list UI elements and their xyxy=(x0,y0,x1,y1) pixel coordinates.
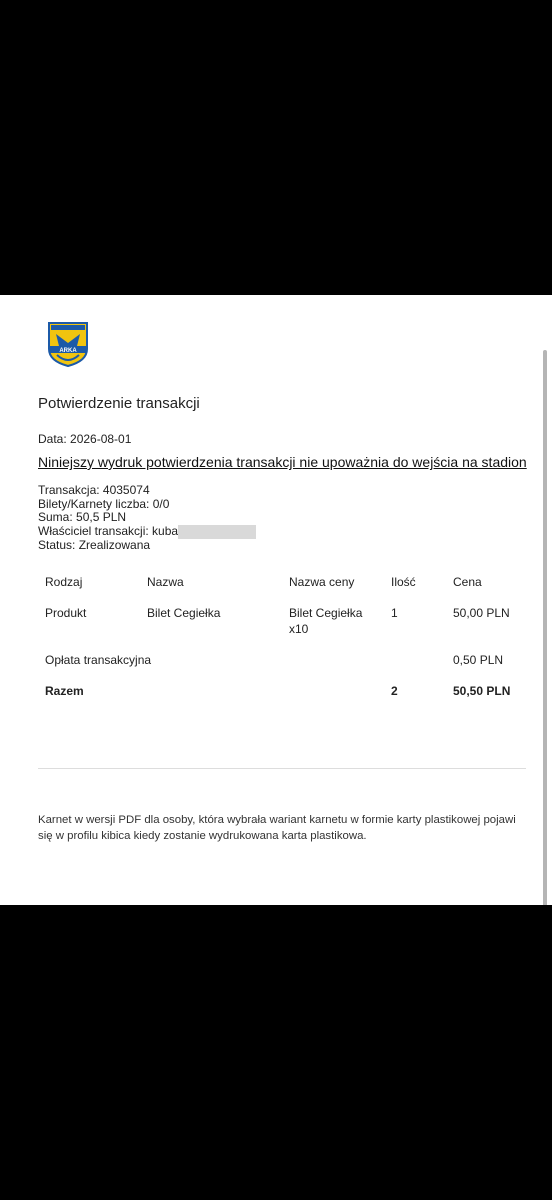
header-ilosc: Ilość xyxy=(391,575,416,589)
transaction-number: Transakcja: 4035074 xyxy=(38,483,150,497)
fee-cena: 0,50 PLN xyxy=(453,653,504,667)
transaction-status: Status: Zrealizowana xyxy=(38,537,151,552)
header-nazwa: Nazwa xyxy=(147,575,184,589)
transaction-info xyxy=(38,484,256,552)
product-rodzaj: Produkt xyxy=(45,606,87,620)
header-rodzaj: Rodzaj xyxy=(45,575,83,589)
document-page xyxy=(0,295,552,905)
svg-text:ARKA: ARKA xyxy=(59,348,77,354)
product-cena: 50,00 PLN xyxy=(453,606,510,620)
tickets-count: Bilety/Karnety liczba: 0/0 xyxy=(38,496,170,511)
scrollbar[interactable] xyxy=(543,350,547,905)
redacted-block xyxy=(178,525,256,539)
transaction-date: Data: 2026-08-01 xyxy=(38,432,132,446)
divider xyxy=(38,768,526,769)
fee-rodzaj: Opłata transakcyjna xyxy=(45,653,152,667)
transaction-owner: Właściciel transakcji: kuba xyxy=(38,523,179,538)
footer-note: Karnet w wersji PDF dla osoby, która wybrała wariant karnetu w formie karty plastikowej pojawi się w profilu kibica kiedy zostanie wydrukowana karta plastikowa. xyxy=(38,814,516,842)
stadion-notice: Niniejszy wydruk potwierdzenia transakcji nie upoważnia do wejścia na stadion xyxy=(38,454,527,470)
product-ilosc: 1 xyxy=(391,606,398,620)
total-cena: 50,50 PLN xyxy=(453,684,511,698)
total-rodzaj: Razem xyxy=(45,684,84,698)
transaction-owner-row xyxy=(38,525,256,539)
header-nazwa-ceny: Nazwa ceny xyxy=(289,575,355,589)
product-nazwa-ceny-line1: Bilet Cegiełka xyxy=(289,606,363,620)
product-nazwa-ceny-line2: x10 xyxy=(289,622,309,636)
page-title: Potwierdzenie transakcji xyxy=(38,395,200,412)
header-cena: Cena xyxy=(453,575,482,589)
arka-club-logo xyxy=(47,321,89,367)
product-nazwa: Bilet Cegiełka xyxy=(147,606,221,620)
total-ilosc: 2 xyxy=(391,684,398,698)
transaction-sum: Suma: 50,5 PLN xyxy=(38,510,127,524)
